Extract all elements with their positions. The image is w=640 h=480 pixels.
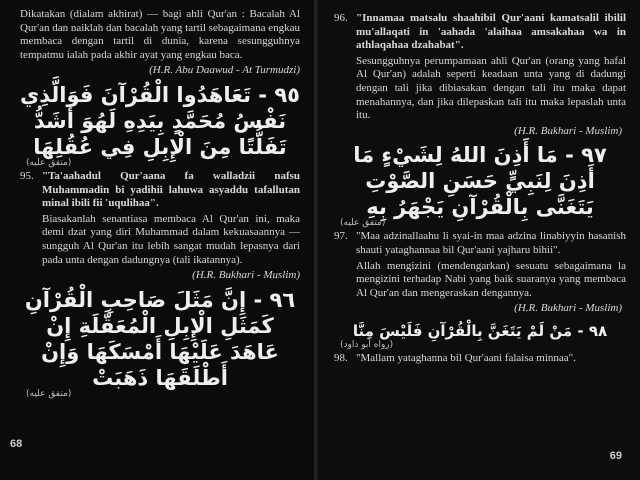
hadith-97-translit-text: "Maa adzinallaahu li syai-in maa adzina linabiyyin hasanish shauti yataghannaa bil Qur'aani yajharu bihii". (356, 230, 626, 256)
hadith-97-reference: (متفق عليه) (340, 218, 386, 229)
hadith-98-reference: (رواه أبو داود) (340, 339, 394, 350)
hadith-97-transliteration (334, 230, 626, 257)
hadith-97-arabic: ٩٧ - مَا أَذِنَ اللهُ لِشَيْءٍ مَا أَذِنَ لِنَبِيٍّ حَسَنِ الصَّوْتِ يَتَغَنَّى بِالْقُرْآنِ يَجْهَرُ بِهِ (353, 143, 607, 220)
hadith-95-translation-text: Biasakanlah senantiasa membaca Al Qur'an ini, maka demi dzat yang diri Muhammad dalam kekuasaannya — sungguh Al Qur'an itu lebih sangat mudah lepasnya dari pada unta dengan dadungnya (tali ikatannya). (42, 212, 300, 266)
hadith-97-translation-text: Allah mengizini (mendengarkan) sesuatu sebagaimana la mengizini terhadap Nabi yang baik suaranya yang membaca Al Qur'an dan mengeraskan dengannya. (356, 259, 626, 299)
hadith-97-number: 97. (334, 230, 348, 243)
hadith-96-translation-text: Sesungguhnya perumpamaan ahli Qur'an (orang yang hafal Al Qur'an) adalah seperti keadaan unta yang di dadungi dengan tali jika dibiasakan dengan tali itu maka dapat menahannya, dan jika dilepaskan tali itu maka lepaslah unta itu. (356, 54, 626, 122)
hadith-96-arabic: ٩٦ - إِنَّ مَثَلَ صَاحِبِ الْقُرْآنِ كَمَثَلِ الْإِبِلِ الْمُعَقَّلَةِ إِنْ عَاهَدَ عَلَيْهَا أَمْسَكَهَا وَإِنْ أَطْلَقَهَا ذَهَبَتْ (24, 287, 296, 390)
hadith-97-source: (H.R. Bukhari - Muslim) (514, 302, 622, 315)
hadith-95-translation (20, 213, 300, 267)
left-page-number: 68 (10, 438, 23, 450)
hadith-95-transliteration (20, 170, 300, 211)
hadith-95-translit-text: "Ta'aahadul Qur'aana fa walladzii nafsu Muhammadin bi yadihii lahuwa asyaddu tafallutan minal ibili fii 'uqulihaa". (42, 169, 300, 210)
intro-source: (H.R. Abu Daawud - At Turmudzi) (149, 64, 300, 77)
hadith-98-transliteration (334, 352, 626, 366)
hadith-95-reference: (متفق عليه) (26, 157, 72, 168)
right-page (318, 0, 640, 480)
hadith-96-source: (H.R. Bukhari - Muslim) (514, 124, 622, 137)
hadith-96-number: 96. (334, 12, 348, 24)
hadith-96-transliteration (334, 12, 626, 53)
hadith-98-translit-text: "Mallam yataghanna bil Qur'aani falaisa minnaa". (356, 351, 576, 364)
hadith-98-number: 98. (334, 351, 348, 364)
hadith-96-translation (334, 55, 626, 123)
hadith-97-translation (334, 260, 626, 301)
hadith-96-translit-text: "Innamaa matsalu shaahibil Qur'aani kamatsalil ibilil mu'allaqati in 'aahada 'alaihaa amsakahaa wa in athlaqahaa dzahabat". (356, 12, 626, 52)
left-page (0, 0, 314, 480)
right-page-number: 69 (609, 450, 622, 462)
hadith-95-number: 95. (20, 169, 34, 182)
hadith-96-reference: (متفق عليه) (26, 388, 72, 399)
intro-paragraph: Dikatakan (dialam akhirat) — bagi ahli Qur'an : Bacalah Al Qur'an dan naiklah dan bacalah yang tartil sebagaimana engkau membaca dengan tartil di dunia, karena sesungguhnya tempatmu ialah pada akhir ayat yang engkau baca. (20, 8, 300, 61)
hadith-95-source: (H.R. Bukhari - Muslim) (192, 269, 300, 282)
hadith-98-arabic: ٩٨ - مَنْ لَمْ يَتَغَنَّ بِالْقُرْآنِ فَلَيْسَ مِنَّا (352, 321, 608, 340)
hadith-95-arabic: ٩٥ - تَعَاهَدُوا الْقُرْآنَ فَوَالَّذِي نَفْسُ مُحَمَّدٍ بِيَدِهِ لَهُوَ أَشَدُّ تَفَلُّتًا مِنَ الْإِبِلِ فِي عُقُلِهَا (20, 82, 300, 159)
